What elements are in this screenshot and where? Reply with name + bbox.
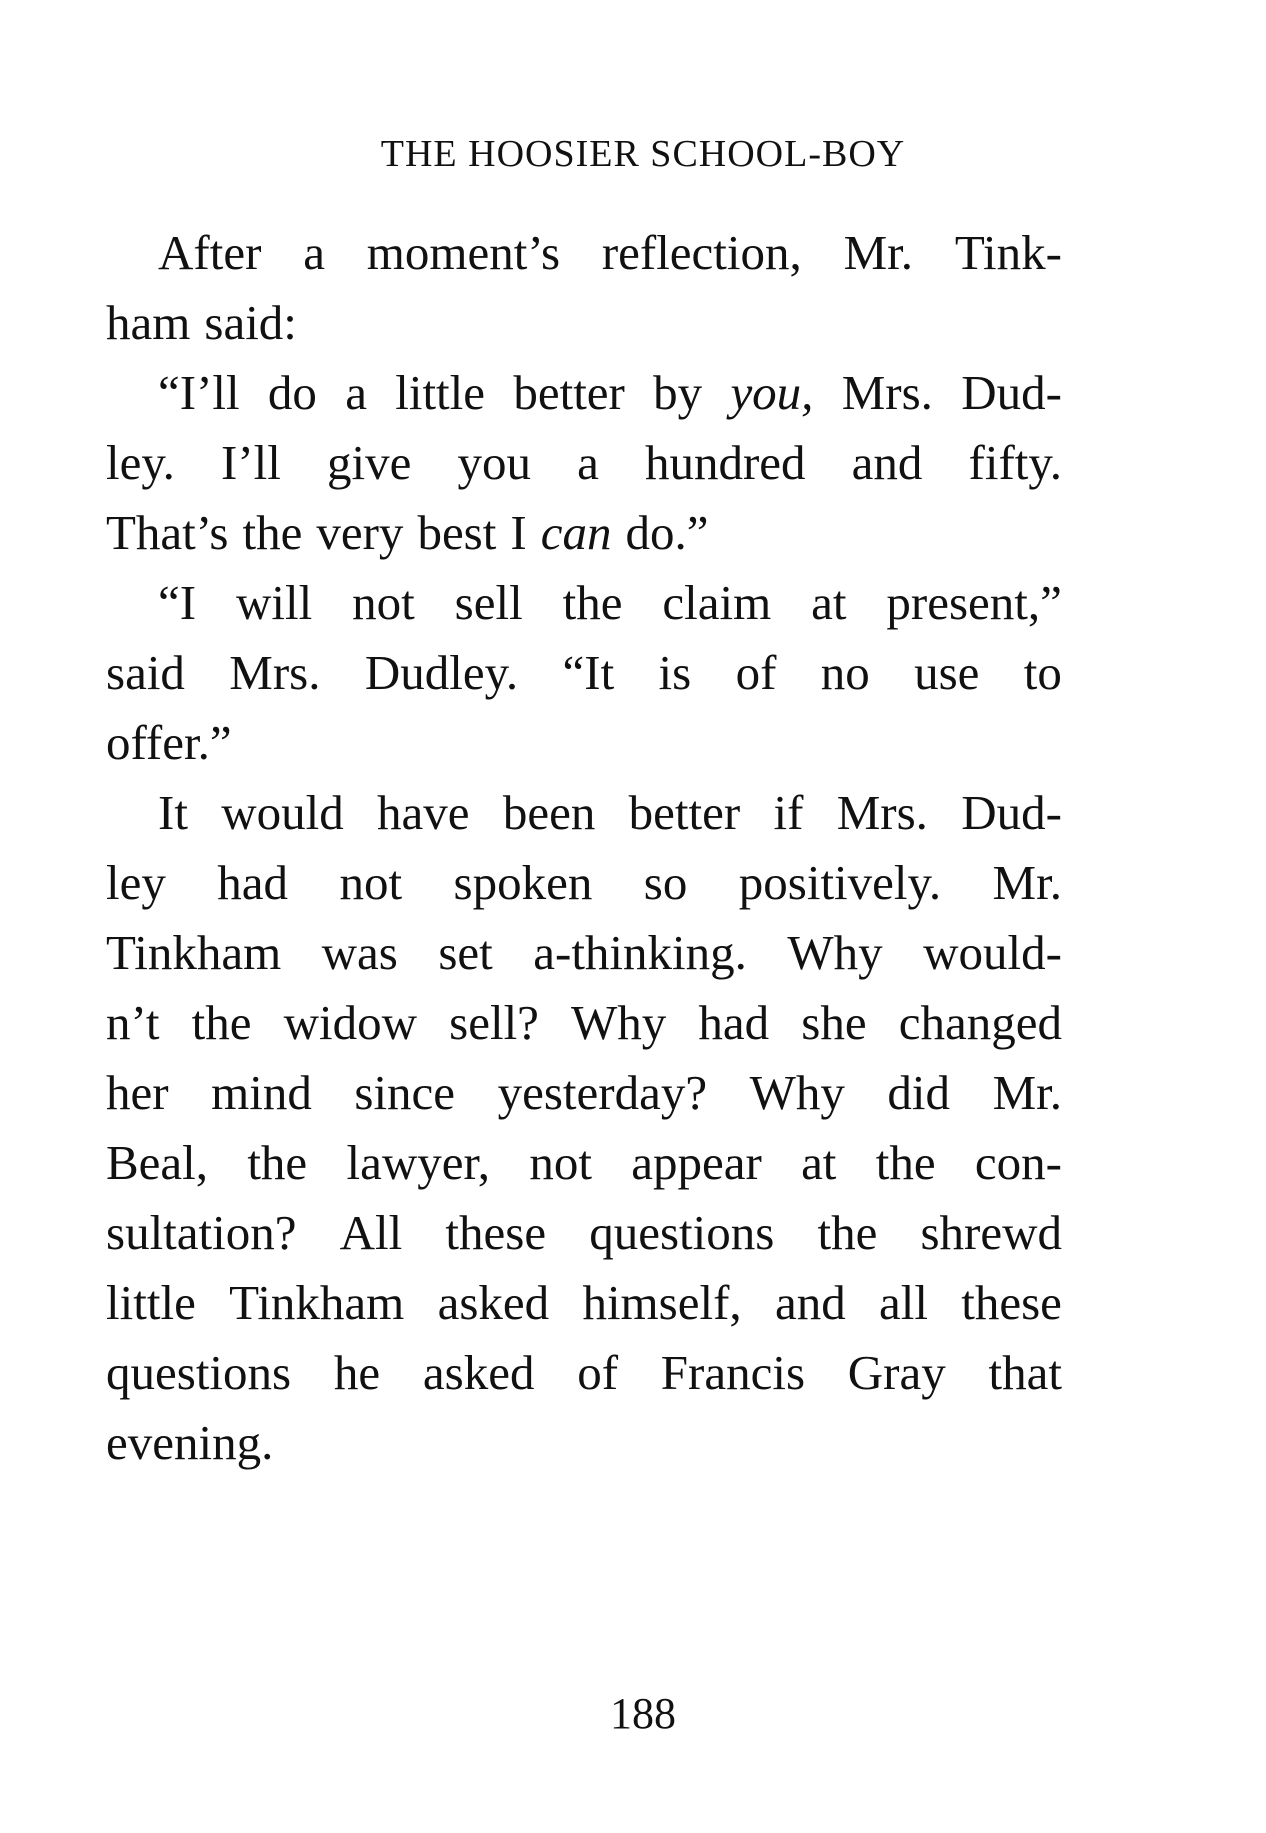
word: the (562, 575, 623, 630)
word: Why (749, 1065, 845, 1120)
word: do.” (625, 505, 709, 560)
word: she (801, 995, 867, 1050)
word: questions (106, 1345, 292, 1400)
word: yesterday? (497, 1065, 708, 1120)
word: use (914, 645, 980, 700)
word: Gray (847, 1345, 946, 1400)
word: have (377, 785, 470, 840)
word: That’s (106, 505, 229, 560)
word: at (811, 575, 847, 630)
text-line (106, 988, 1062, 1058)
word: “I’ll (158, 365, 240, 420)
text-line (106, 218, 1062, 288)
word: present,” (886, 575, 1062, 630)
word: evening. (106, 1415, 274, 1470)
word: if (773, 785, 804, 840)
word: a-thinking. (533, 925, 747, 980)
word: and (774, 1275, 846, 1330)
word: offer.” (106, 715, 232, 770)
word: appear (631, 1135, 762, 1190)
word: Mrs. (229, 645, 321, 700)
word: After (158, 225, 262, 280)
text-line (106, 1268, 1062, 1338)
word: been (502, 785, 596, 840)
word: sultation? (106, 1205, 297, 1260)
text-line (106, 708, 1062, 778)
word: the (875, 1135, 936, 1190)
word: hundred (644, 435, 806, 490)
word: he (333, 1345, 381, 1400)
word: would (221, 785, 344, 840)
word: all (878, 1275, 928, 1330)
word: Tinkham (106, 925, 282, 980)
text-line (106, 498, 1062, 568)
word: better (513, 365, 625, 420)
word: Mr. (992, 855, 1062, 910)
word: changed (898, 995, 1062, 1050)
text-line (106, 428, 1062, 498)
word: It (158, 785, 188, 840)
word: at (801, 1135, 837, 1190)
word: do (267, 365, 317, 420)
word: spoken (453, 855, 593, 910)
word: n’t (106, 995, 160, 1050)
word: a (345, 365, 367, 420)
word: Mrs. (836, 785, 928, 840)
word: sell (454, 575, 523, 630)
text-line (106, 1338, 1062, 1408)
word: said: (204, 295, 297, 350)
word-italic: can (540, 505, 612, 560)
word: “I (158, 575, 197, 630)
word: claim (662, 575, 772, 630)
word: Dud- (961, 365, 1062, 420)
word: ley. (106, 435, 175, 490)
word: give (327, 435, 412, 490)
word: best (417, 505, 497, 560)
word: con- (974, 1135, 1062, 1190)
word: lawyer, (346, 1135, 491, 1190)
word: and (851, 435, 923, 490)
word: moment’s (366, 225, 561, 280)
word: Why (571, 995, 667, 1050)
word: Dud- (961, 785, 1062, 840)
text-line (106, 568, 1062, 638)
word: himself, (582, 1275, 742, 1330)
word: Tink- (954, 225, 1062, 280)
text-line (106, 358, 1062, 428)
word: sell? (449, 995, 539, 1050)
text-line (106, 778, 1062, 848)
word: Dudley. (364, 645, 519, 700)
word: not (339, 855, 403, 910)
word: had (698, 995, 770, 1050)
word: questions (589, 1205, 775, 1260)
text-line (106, 1408, 1062, 1478)
word: little (106, 1275, 196, 1330)
word: Francis (660, 1345, 806, 1400)
word: reflection, (601, 225, 802, 280)
word: All (339, 1205, 403, 1260)
word: not (352, 575, 415, 630)
word: had (217, 855, 289, 910)
word: little (395, 365, 486, 420)
word: the (191, 995, 252, 1050)
word: set (438, 925, 493, 980)
word: Mr. (843, 225, 914, 280)
word: not (529, 1135, 592, 1190)
text-line (106, 918, 1062, 988)
word: you (457, 435, 532, 490)
word: is (658, 645, 692, 700)
word: Beal, (106, 1135, 209, 1190)
word: that (988, 1345, 1062, 1400)
word: would- (923, 925, 1062, 980)
word: of (735, 645, 777, 700)
text-line (106, 848, 1062, 918)
word: since (354, 1065, 456, 1120)
word: Tinkham (229, 1275, 405, 1330)
word: a (303, 225, 325, 280)
word: did (887, 1065, 951, 1120)
word: was (321, 925, 398, 980)
text-line (106, 1198, 1062, 1268)
word: fifty. (968, 435, 1062, 490)
word: mind (211, 1065, 312, 1120)
word: of (577, 1345, 619, 1400)
word: ley (106, 855, 166, 910)
word: asked (422, 1345, 535, 1400)
text-line (106, 288, 1062, 358)
word: no (820, 645, 870, 700)
running-head: THE HOOSIER SCHOOL-BOY (380, 133, 906, 175)
word: a (577, 435, 599, 490)
word: shrewd (920, 1205, 1062, 1260)
text-line (106, 638, 1062, 708)
body-text (106, 218, 1062, 1478)
word: so (643, 855, 688, 910)
word: Mr. (992, 1065, 1062, 1120)
word: said (106, 645, 185, 700)
word: will (235, 575, 313, 630)
text-line (106, 1058, 1062, 1128)
word: these (445, 1205, 547, 1260)
word: to (1023, 645, 1062, 700)
word: I (510, 505, 527, 560)
word: asked (437, 1275, 550, 1330)
word: Why (787, 925, 883, 980)
word: very (316, 505, 404, 560)
text-line (106, 1128, 1062, 1198)
word: widow (283, 995, 418, 1050)
word-italic: you, (730, 365, 814, 420)
page-number: 188 (610, 1689, 676, 1738)
word: positively. (738, 855, 942, 910)
word: the (242, 505, 303, 560)
word: the (247, 1135, 308, 1190)
word: better (628, 785, 741, 840)
word: “It (562, 645, 615, 700)
word: Mrs. (841, 365, 933, 420)
word: these (961, 1275, 1062, 1330)
word: her (106, 1065, 169, 1120)
word: by (653, 365, 703, 420)
word: ham (106, 295, 191, 350)
word: I’ll (221, 435, 281, 490)
word: the (817, 1205, 878, 1260)
